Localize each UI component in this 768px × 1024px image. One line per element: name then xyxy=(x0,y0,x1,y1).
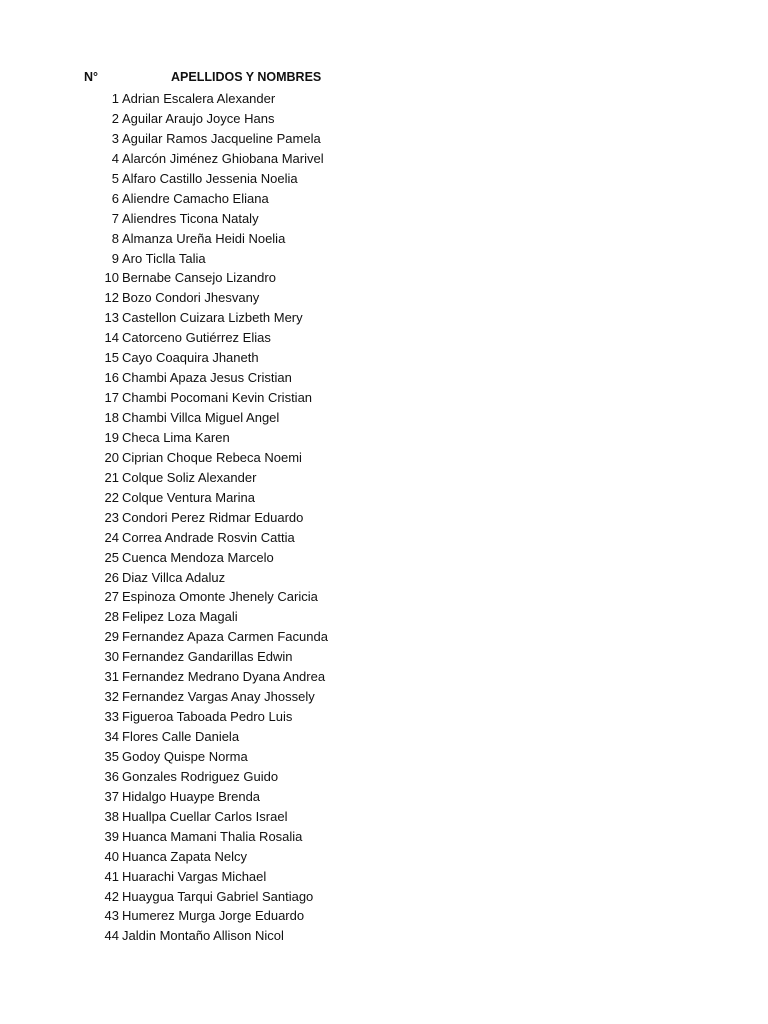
list-item xyxy=(0,308,768,328)
row-full-name: Fernandez Gandarillas Edwin xyxy=(122,649,293,665)
list-item xyxy=(0,428,768,448)
row-full-name: Diaz Villca Adaluz xyxy=(122,569,226,585)
row-full-name: Adrian Escalera Alexander xyxy=(122,91,276,106)
list-item xyxy=(0,926,768,946)
row-number: 6 xyxy=(111,190,119,206)
row-number: 10 xyxy=(104,270,119,286)
row-number: 22 xyxy=(104,489,119,505)
list-item xyxy=(0,169,768,189)
row-full-name: Aliendre Camacho Eliana xyxy=(122,190,269,206)
list-item xyxy=(0,528,768,548)
row-number: 26 xyxy=(104,569,119,585)
row-full-name: Colque Ventura Marina xyxy=(122,489,255,505)
row-number: 37 xyxy=(104,788,119,804)
student-list xyxy=(0,89,768,946)
row-full-name: Huarachi Vargas Michael xyxy=(122,868,267,884)
row-number: 40 xyxy=(104,848,119,864)
row-number: 31 xyxy=(104,669,119,685)
row-full-name: Huallpa Cuellar Carlos Israel xyxy=(122,808,288,824)
list-item xyxy=(0,647,768,667)
list-item xyxy=(0,707,768,727)
row-full-name: Bernabe Cansejo Lizandro xyxy=(122,270,276,286)
row-full-name: Espinoza Omonte Jhenely Caricia xyxy=(122,589,318,605)
list-item xyxy=(0,587,768,607)
row-number: 14 xyxy=(104,330,119,346)
row-full-name: Alarcón Jiménez Ghiobana Marivel xyxy=(122,150,324,166)
row-full-name: Bozo Condori Jhesvany xyxy=(122,290,260,306)
row-number: 15 xyxy=(104,350,119,366)
row-full-name: Almanza Ureña Heidi Noelia xyxy=(122,230,286,246)
row-full-name: Catorceno Gutiérrez Elias xyxy=(122,330,271,346)
row-number: 29 xyxy=(104,629,119,645)
row-number: 16 xyxy=(104,370,119,386)
row-number: 2 xyxy=(111,110,119,126)
row-number: 21 xyxy=(104,469,119,485)
row-number: 12 xyxy=(104,290,119,306)
names-column-header: APELLIDOS Y NOMBRES xyxy=(171,70,322,84)
row-full-name: Fernandez Vargas Anay Jhossely xyxy=(122,689,315,705)
row-number: 33 xyxy=(104,709,119,725)
list-item xyxy=(0,847,768,867)
list-item xyxy=(0,408,768,428)
row-full-name: Hidalgo Huaype Brenda xyxy=(122,788,261,804)
list-item xyxy=(0,288,768,308)
row-number: 32 xyxy=(104,689,119,705)
list-item xyxy=(0,209,768,229)
row-full-name: Aguilar Araujo Joyce Hans xyxy=(122,110,275,126)
number-column-header: N° xyxy=(84,70,99,84)
list-item xyxy=(0,568,768,588)
row-number: 3 xyxy=(111,130,119,146)
list-item xyxy=(0,827,768,847)
row-number: 25 xyxy=(104,549,119,565)
row-full-name: Fernandez Medrano Dyana Andrea xyxy=(122,669,326,685)
row-full-name: Ciprian Choque Rebeca Noemi xyxy=(122,449,302,465)
row-full-name: Aliendres Ticona Nataly xyxy=(122,210,259,226)
row-full-name: Fernandez Apaza Carmen Facunda xyxy=(122,629,328,645)
list-item xyxy=(0,229,768,249)
list-item xyxy=(0,747,768,767)
row-number: 19 xyxy=(104,429,119,445)
row-full-name: Chambi Pocomani Kevin Cristian xyxy=(122,390,313,406)
row-number: 38 xyxy=(104,808,119,824)
list-item xyxy=(0,887,768,907)
row-full-name: Godoy Quispe Norma xyxy=(122,748,248,764)
row-number: 27 xyxy=(104,589,119,605)
row-number: 8 xyxy=(111,230,119,246)
list-item xyxy=(0,388,768,408)
list-item xyxy=(0,448,768,468)
row-full-name: Chambi Villca Miguel Angel xyxy=(122,410,280,425)
list-item xyxy=(0,129,768,149)
row-number: 18 xyxy=(104,410,119,425)
list-item xyxy=(0,368,768,388)
list-item xyxy=(0,787,768,807)
row-full-name: Figueroa Taboada Pedro Luis xyxy=(122,709,293,725)
row-full-name: Cuenca Mendoza Marcelo xyxy=(122,549,274,565)
row-full-name: Chambi Apaza Jesus Cristian xyxy=(122,370,292,386)
row-number: 9 xyxy=(111,250,119,266)
list-item xyxy=(0,667,768,687)
row-number: 35 xyxy=(104,748,119,764)
list-item xyxy=(0,867,768,887)
list-item xyxy=(0,348,768,368)
list-item xyxy=(0,89,768,109)
row-number: 34 xyxy=(104,729,119,744)
row-full-name: Checa Lima Karen xyxy=(122,429,230,445)
list-item xyxy=(0,508,768,528)
row-number: 41 xyxy=(104,868,119,884)
list-item xyxy=(0,468,768,488)
list-item xyxy=(0,328,768,348)
row-number: 20 xyxy=(104,449,119,465)
row-full-name: Huaygua Tarqui Gabriel Santiago xyxy=(122,888,314,904)
row-full-name: Cayo Coaquira Jhaneth xyxy=(122,350,259,366)
row-number: 17 xyxy=(104,390,119,406)
row-full-name: Condori Perez Ridmar Eduardo xyxy=(122,509,304,525)
row-number: 13 xyxy=(104,310,119,326)
list-item xyxy=(0,488,768,508)
row-full-name: Jaldin Montaño Allison Nicol xyxy=(122,928,284,944)
row-full-name: Huanca Zapata Nelcy xyxy=(122,848,248,864)
row-full-name: Gonzales Rodriguez Guido xyxy=(122,768,279,784)
row-number: 24 xyxy=(104,529,119,545)
row-number: 39 xyxy=(104,828,119,844)
row-full-name: Alfaro Castillo Jessenia Noelia xyxy=(122,170,298,186)
list-item xyxy=(0,149,768,169)
row-full-name: Aro Ticlla Talia xyxy=(122,250,206,266)
row-full-name: Felipez Loza Magali xyxy=(122,609,238,625)
row-full-name: Correa Andrade Rosvin Cattia xyxy=(122,529,295,545)
row-full-name: Castellon Cuizara Lizbeth Mery xyxy=(122,310,303,326)
row-number: 7 xyxy=(111,210,119,226)
row-number: 42 xyxy=(104,888,119,904)
row-full-name: Flores Calle Daniela xyxy=(122,729,240,744)
list-item xyxy=(0,687,768,707)
list-item xyxy=(0,767,768,787)
row-number: 1 xyxy=(111,91,119,106)
list-item xyxy=(0,189,768,209)
row-full-name: Humerez Murga Jorge Eduardo xyxy=(122,908,305,924)
row-number: 28 xyxy=(104,609,119,625)
column-header-row xyxy=(0,70,768,88)
list-item xyxy=(0,906,768,926)
row-number: 5 xyxy=(111,170,119,186)
row-number: 43 xyxy=(104,908,119,924)
list-item xyxy=(0,627,768,647)
list-item xyxy=(0,249,768,269)
list-item xyxy=(0,548,768,568)
row-number: 30 xyxy=(104,649,119,665)
list-item xyxy=(0,109,768,129)
list-item xyxy=(0,727,768,747)
list-item xyxy=(0,807,768,827)
row-number: 44 xyxy=(104,928,119,944)
row-full-name: Colque Soliz Alexander xyxy=(122,469,257,485)
row-number: 36 xyxy=(104,768,119,784)
row-full-name: Huanca Mamani Thalia Rosalia xyxy=(122,828,303,844)
list-item xyxy=(0,607,768,627)
row-number: 4 xyxy=(111,150,119,166)
row-number: 23 xyxy=(104,509,119,525)
row-full-name: Aguilar Ramos Jacqueline Pamela xyxy=(122,130,321,146)
list-item xyxy=(0,268,768,288)
